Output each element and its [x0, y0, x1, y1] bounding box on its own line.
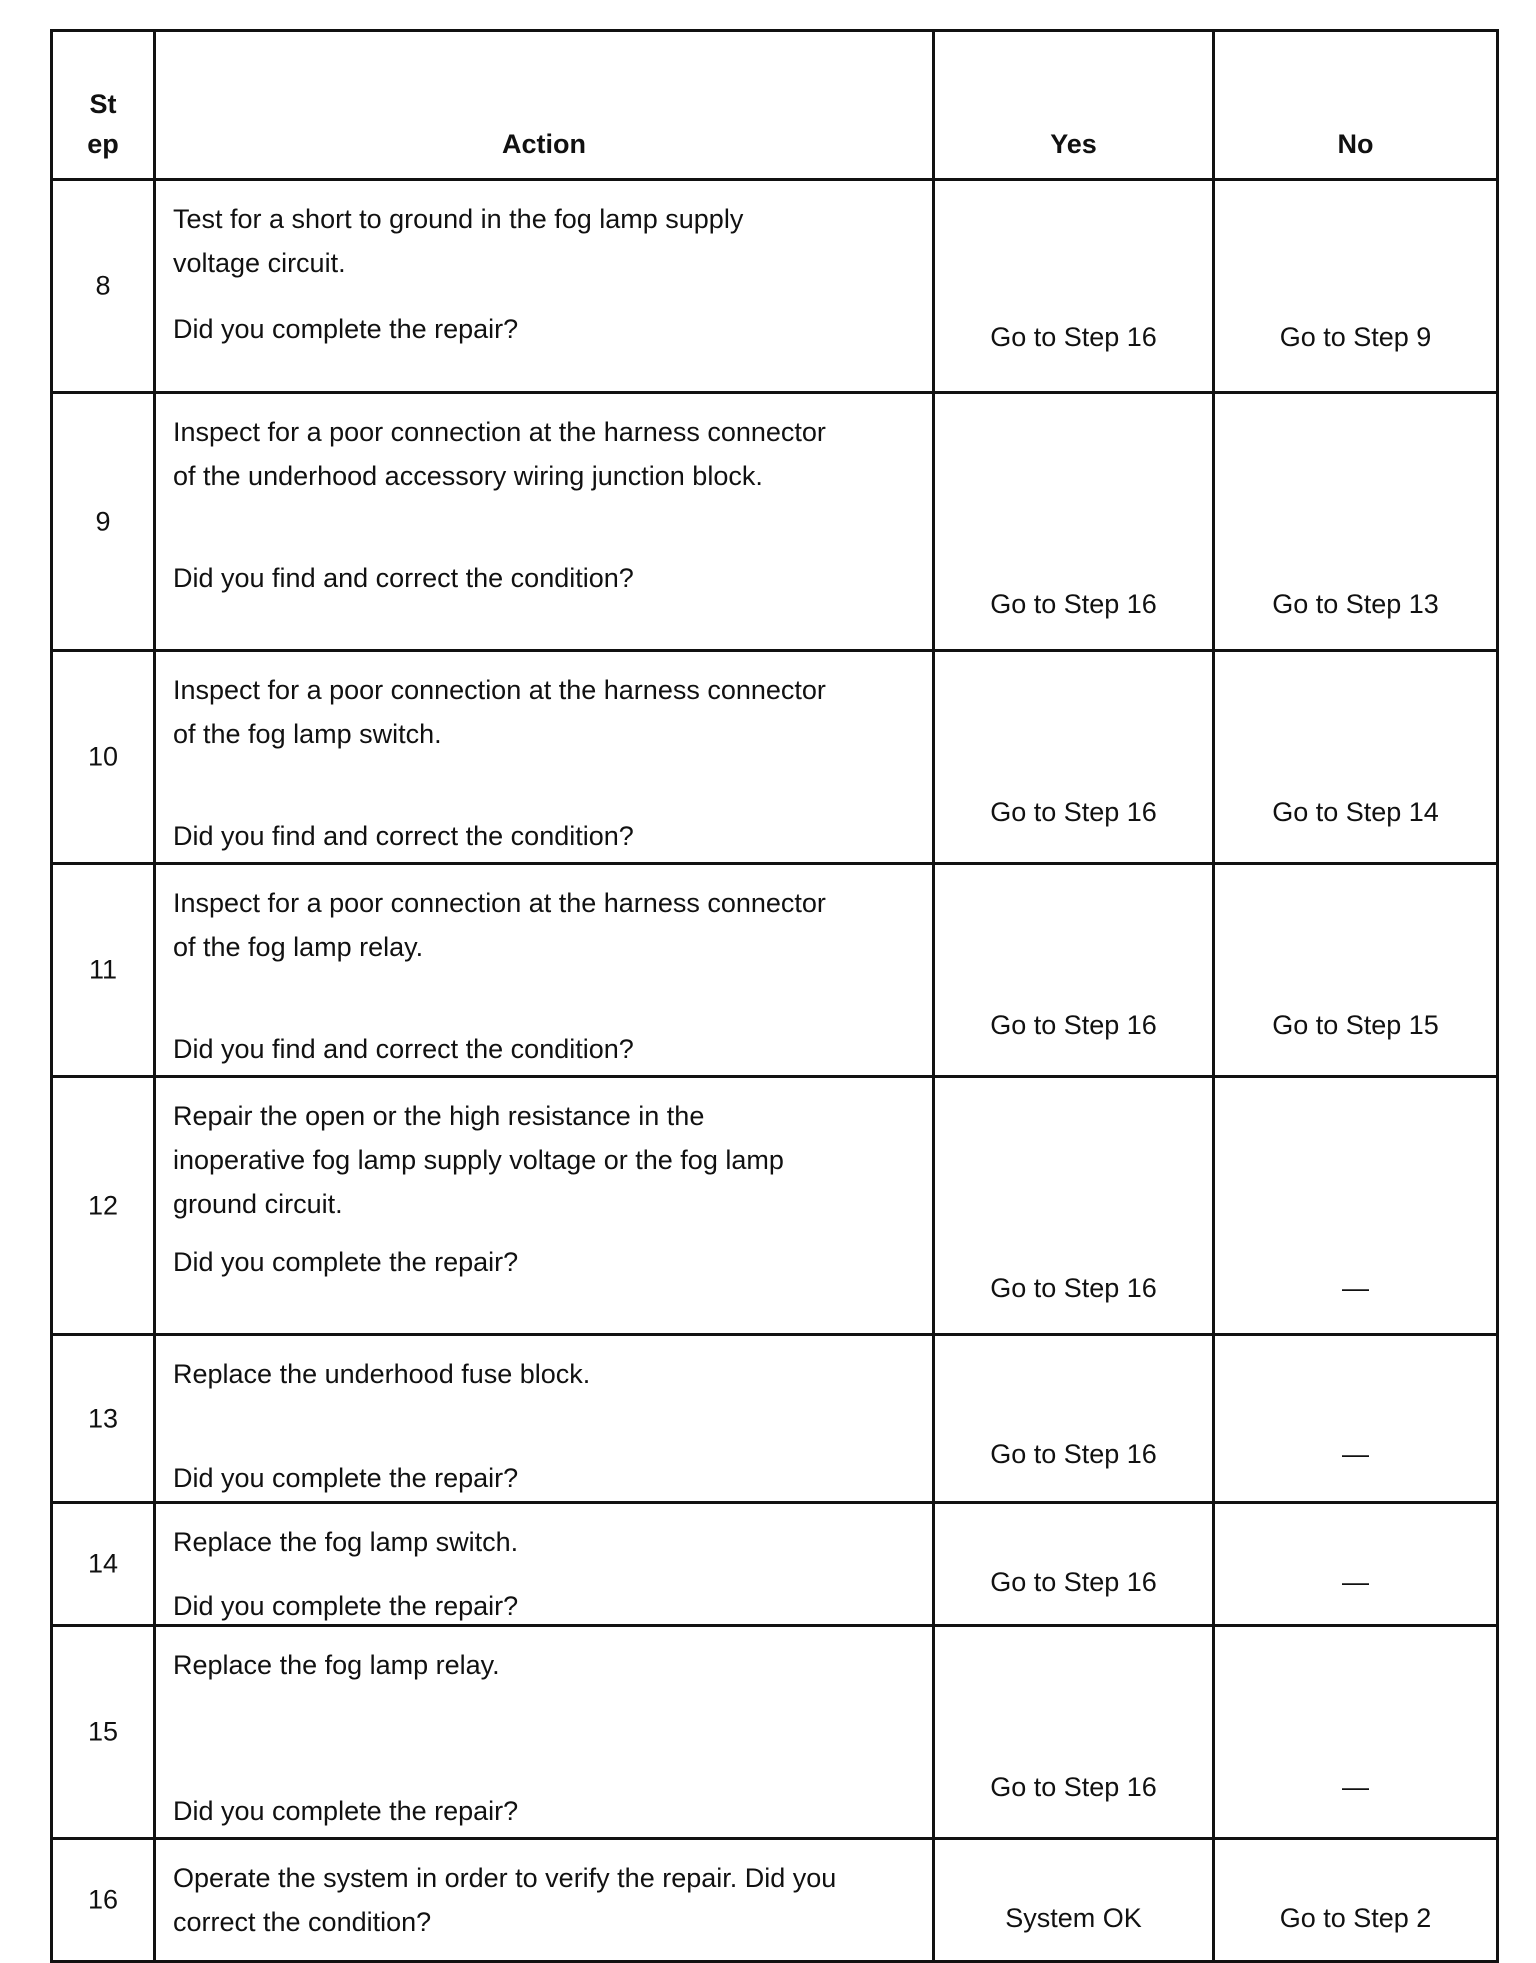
yes-cell: [934, 1626, 1214, 1839]
action-question: Did you complete the repair?: [173, 1463, 519, 1493]
action-cell: [155, 393, 934, 651]
no-result: Go to Step 2: [1279, 1903, 1432, 1933]
header-step-line-1: St: [89, 89, 117, 119]
header-step-line-2: ep: [87, 129, 119, 159]
step-cell: [52, 651, 155, 864]
no-result: —: [1342, 1439, 1369, 1469]
yes-result: Go to Step 16: [990, 322, 1157, 352]
yes-result: Go to Step 16: [990, 797, 1157, 827]
step-number: 14: [87, 1548, 119, 1579]
step-number: 8: [95, 270, 111, 301]
step-number: 10: [87, 741, 119, 772]
yes-result: Go to Step 16: [990, 1567, 1157, 1597]
step-cell: [52, 1335, 155, 1503]
no-result: —: [1342, 1772, 1369, 1802]
step-number: 16: [87, 1884, 119, 1915]
action-question: Did you find and correct the condition?: [173, 821, 634, 851]
action-question: Did you complete the repair?: [173, 314, 519, 344]
table-row: [52, 1077, 1498, 1335]
no-result: Go to Step 14: [1272, 797, 1439, 827]
no-cell: [1214, 180, 1498, 393]
yes-result: Go to Step 16: [990, 1772, 1157, 1802]
step-number: 11: [88, 954, 118, 985]
no-result: —: [1342, 1567, 1369, 1597]
action-cell: [155, 1077, 934, 1335]
action-cell: [155, 1626, 934, 1839]
step-cell: [52, 1839, 155, 1962]
action-text-line: Inspect for a poor connection at the harness connector: [173, 675, 826, 705]
action-text-line: Replace the fog lamp switch.: [173, 1527, 519, 1557]
table-row: [52, 1626, 1498, 1839]
yes-cell: [934, 1503, 1214, 1626]
step-cell: [52, 1077, 155, 1335]
action-cell: [155, 180, 934, 393]
no-result: Go to Step 9: [1279, 322, 1432, 352]
action-text-line: correct the condition?: [173, 1907, 432, 1937]
action-text-line: of the fog lamp switch.: [173, 719, 442, 749]
step-cell: [52, 1503, 155, 1626]
yes-cell: [934, 1077, 1214, 1335]
action-cell: [155, 1839, 934, 1962]
step-cell: [52, 180, 155, 393]
no-result: Go to Step 13: [1272, 589, 1439, 619]
step-cell: [52, 864, 155, 1077]
yes-result: Go to Step 16: [990, 589, 1157, 619]
step-number: 12: [87, 1190, 119, 1220]
yes-result: Go to Step 16: [990, 1439, 1157, 1469]
action-question: Did you complete the repair?: [173, 1591, 519, 1621]
yes-result: System OK: [1005, 1903, 1142, 1933]
yes-cell: [934, 393, 1214, 651]
table-row: [52, 651, 1498, 864]
header-yes-label: Yes: [1050, 129, 1097, 159]
action-question: Did you find and correct the condition?: [173, 1034, 634, 1064]
action-text-line: Replace the fog lamp relay.: [173, 1650, 500, 1680]
table-row: [52, 180, 1498, 393]
action-cell: [155, 651, 934, 864]
diagnostic-table: [50, 29, 1499, 1963]
no-cell: [1214, 1626, 1498, 1839]
table-row: [52, 1839, 1498, 1962]
no-cell: [1214, 864, 1498, 1077]
no-cell: [1214, 393, 1498, 651]
header-action: [155, 31, 934, 180]
header-action-label: Action: [502, 129, 586, 159]
header-no: [1214, 31, 1498, 180]
table-row: [52, 1335, 1498, 1503]
action-text-line: Replace the underhood fuse block.: [173, 1359, 591, 1389]
action-text-line: Inspect for a poor connection at the harness connector: [173, 417, 826, 447]
action-cell: [155, 1503, 934, 1626]
yes-cell: [934, 651, 1214, 864]
action-text-line: Operate the system in order to verify the repair. Did you: [173, 1863, 837, 1893]
action-cell: [155, 1335, 934, 1503]
no-cell: [1214, 651, 1498, 864]
header-no-label: No: [1337, 129, 1374, 159]
step-cell: [52, 1626, 155, 1839]
table-row: [52, 1503, 1498, 1626]
no-cell: [1214, 1503, 1498, 1626]
action-text-line: inoperative fog lamp supply voltage or the fog lamp: [173, 1145, 784, 1175]
header-step: [52, 31, 155, 180]
step-cell: [52, 393, 155, 651]
step-number: 13: [87, 1403, 119, 1433]
no-cell: [1214, 1077, 1498, 1335]
action-text-line: of the underhood accessory wiring junction block.: [173, 461, 763, 491]
no-result: Go to Step 15: [1272, 1010, 1439, 1040]
no-result: —: [1342, 1273, 1369, 1303]
action-question: Did you complete the repair?: [173, 1796, 519, 1826]
action-cell: [155, 864, 934, 1077]
table-row: [52, 864, 1498, 1077]
action-text-line: of the fog lamp relay.: [173, 932, 424, 962]
table-row: [52, 393, 1498, 651]
action-text-line: ground circuit.: [173, 1189, 343, 1219]
no-cell: [1214, 1839, 1498, 1962]
yes-cell: [934, 1335, 1214, 1503]
action-text-line: Inspect for a poor connection at the harness connector: [173, 888, 826, 918]
step-number: 9: [95, 506, 111, 536]
action-question: Did you complete the repair?: [173, 1247, 519, 1277]
action-question: Did you find and correct the condition?: [173, 563, 634, 593]
yes-cell: [934, 1839, 1214, 1962]
action-text-line: Test for a short to ground in the fog lamp supply: [173, 204, 744, 234]
yes-cell: [934, 180, 1214, 393]
header-yes: [934, 31, 1214, 180]
yes-result: Go to Step 16: [990, 1010, 1157, 1040]
action-text-line: Repair the open or the high resistance in the: [173, 1101, 705, 1131]
header-row: [52, 31, 1498, 180]
action-text-line: voltage circuit.: [173, 248, 346, 278]
yes-cell: [934, 864, 1214, 1077]
yes-result: Go to Step 16: [990, 1273, 1157, 1303]
step-number: 15: [87, 1716, 119, 1747]
no-cell: [1214, 1335, 1498, 1503]
